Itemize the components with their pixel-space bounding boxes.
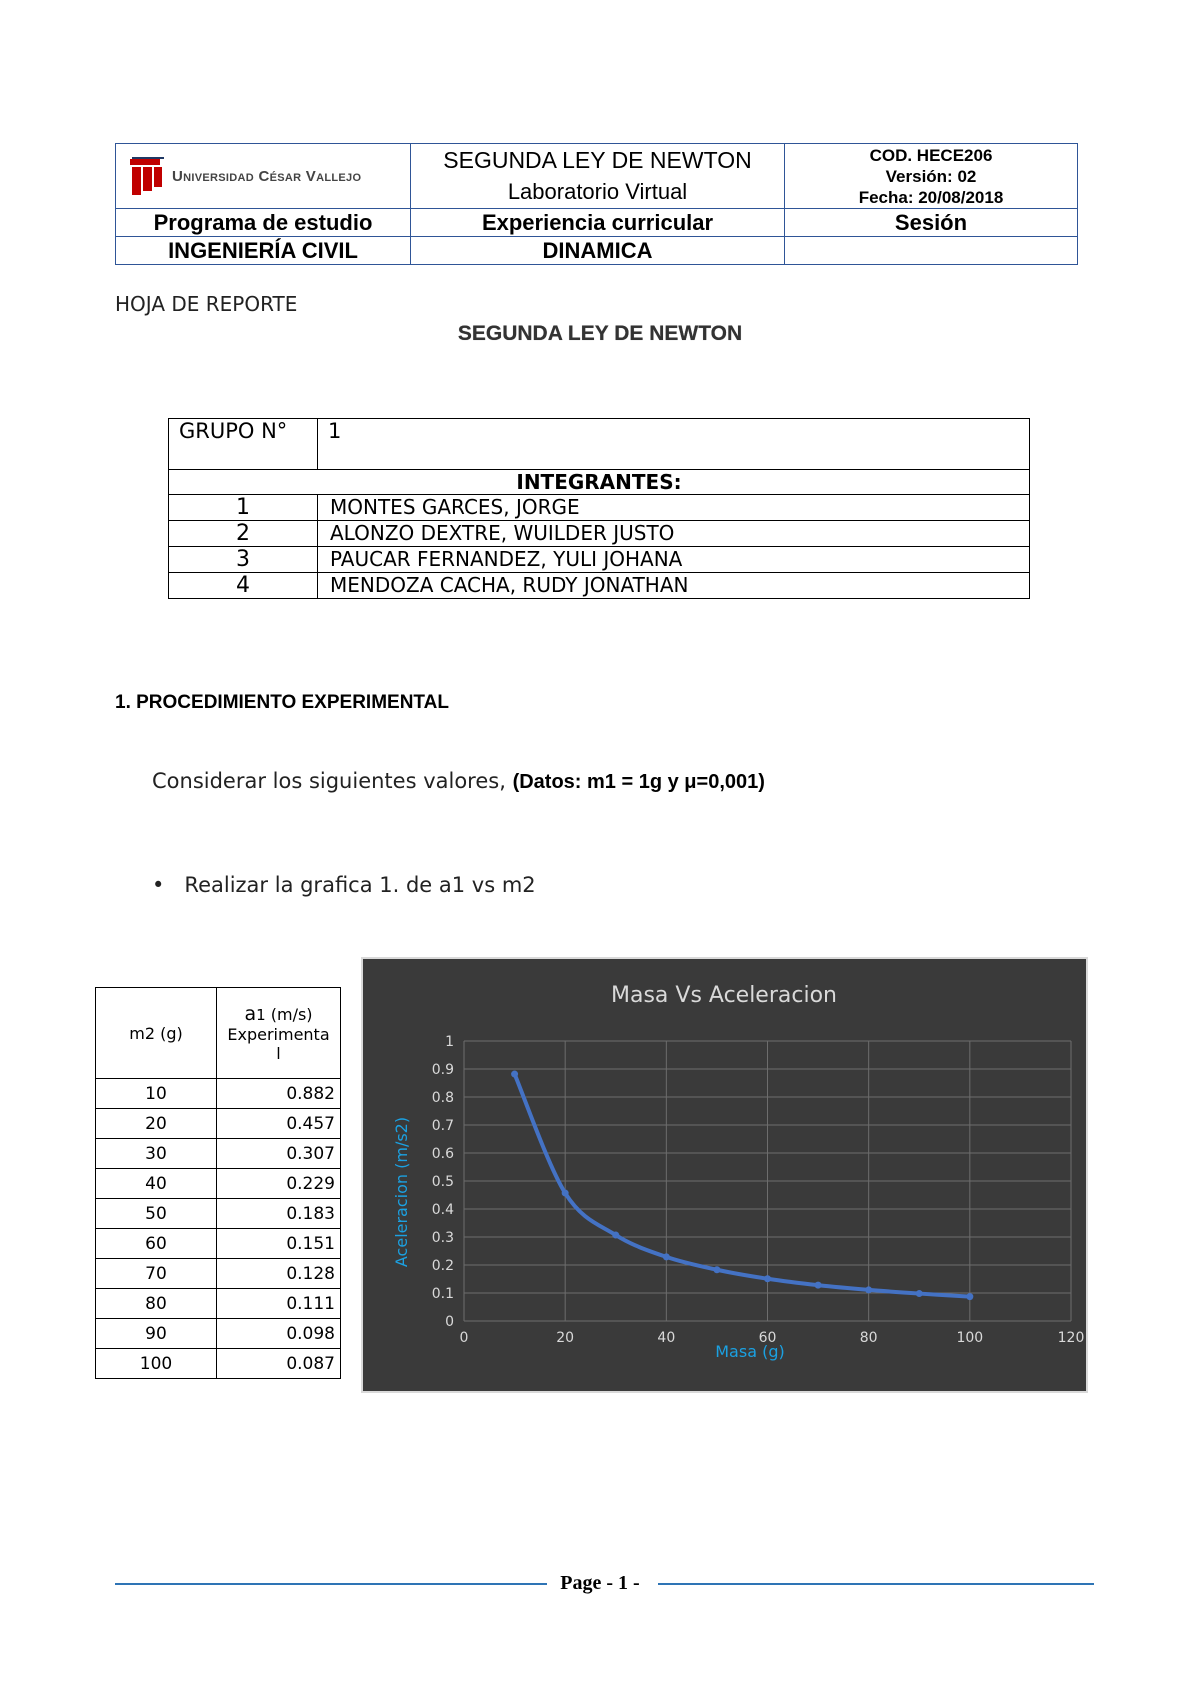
x-tick-label: 120 xyxy=(1057,1330,1085,1346)
course-label: Experiencia curricular xyxy=(411,209,785,237)
a1-unit: (m/s) xyxy=(265,1005,313,1024)
data-point xyxy=(865,1286,872,1293)
x-axis-label: Masa (g) xyxy=(715,1342,785,1361)
col-header-a1 xyxy=(217,988,341,1079)
cell-a1: 0.087 xyxy=(217,1349,341,1379)
x-tick-label: 0 xyxy=(459,1330,469,1346)
member-name: ALONZO DEXTRE, WUILDER JUSTO xyxy=(318,521,1030,547)
cell-m2: 80 xyxy=(96,1289,217,1319)
a1-symbol: a xyxy=(244,1003,257,1025)
member-row xyxy=(169,573,1030,599)
instructions-plain: Considerar los siguientes valores, xyxy=(152,769,513,793)
cell-a1: 0.098 xyxy=(217,1319,341,1349)
cell-m2: 50 xyxy=(96,1199,217,1229)
table-row xyxy=(96,1229,341,1259)
data-point xyxy=(713,1266,720,1273)
cell-a1: 0.307 xyxy=(217,1139,341,1169)
report-sheet-label: HOJA DE REPORTE xyxy=(115,292,298,316)
y-tick-label: 0.2 xyxy=(431,1258,454,1274)
program-label: Programa de estudio xyxy=(116,209,411,237)
section-title: 1. PROCEDIMIENTO EXPERIMENTAL xyxy=(115,692,449,713)
y-tick-label: 0.5 xyxy=(431,1174,454,1190)
chart-title: Masa Vs Aceleracion xyxy=(611,983,837,1008)
table-row xyxy=(96,1319,341,1349)
y-tick-label: 0 xyxy=(445,1314,454,1330)
series-line xyxy=(515,1074,970,1297)
member-number: 4 xyxy=(169,573,318,599)
cell-m2: 30 xyxy=(96,1139,217,1169)
cell-a1: 0.229 xyxy=(217,1169,341,1199)
doc-date: Fecha: 20/08/2018 xyxy=(858,187,1004,207)
data-point xyxy=(916,1290,923,1297)
y-tick-label: 0.7 xyxy=(431,1118,454,1134)
cell-m2: 60 xyxy=(96,1229,217,1259)
table-row xyxy=(96,1139,341,1169)
doc-code: COD. HECE206 xyxy=(869,145,993,165)
cell-a1: 0.128 xyxy=(217,1259,341,1289)
course-value: DINAMICA xyxy=(411,237,785,265)
data-point xyxy=(764,1275,771,1282)
title-cell xyxy=(411,144,785,209)
cell-m2: 20 xyxy=(96,1109,217,1139)
program-value: INGENIERÍA CIVIL xyxy=(116,237,411,265)
meta-cell xyxy=(785,144,1078,209)
members-heading: INTEGRANTES: xyxy=(169,470,1030,495)
cell-a1: 0.151 xyxy=(217,1229,341,1259)
member-name: MENDOZA CACHA, RUDY JONATHAN xyxy=(318,573,1030,599)
col-header-m2: m2 (g) xyxy=(96,988,217,1079)
y-tick-label: 1 xyxy=(445,1034,454,1050)
table-row xyxy=(96,1349,341,1379)
y-axis-label: Aceleracion (m/s2) xyxy=(392,1116,411,1268)
group-label: GRUPO N° xyxy=(169,419,318,470)
footer xyxy=(0,1572,1200,1595)
logo-cell xyxy=(116,144,411,209)
y-tick-label: 0.1 xyxy=(431,1286,454,1302)
table-row xyxy=(96,1169,341,1199)
page-number: Page - 1 - xyxy=(552,1572,647,1594)
member-row xyxy=(169,521,1030,547)
table-row xyxy=(96,1109,341,1139)
member-name: MONTES GARCES, JORGE xyxy=(318,495,1030,521)
logo-text: Universidad César Vallejo xyxy=(172,167,362,185)
group-table xyxy=(168,418,1030,599)
data-point xyxy=(815,1282,822,1289)
cell-a1: 0.111 xyxy=(217,1289,341,1319)
a1-header-line3: l xyxy=(276,1044,281,1063)
chart xyxy=(363,959,1086,1391)
cell-m2: 100 xyxy=(96,1349,217,1379)
group-number: 1 xyxy=(318,419,1030,470)
y-tick-label: 0.9 xyxy=(431,1062,454,1078)
cell-a1: 0.882 xyxy=(217,1079,341,1109)
instructions-data: (Datos: m1 = 1g y μ=0,001) xyxy=(512,771,765,793)
data-point xyxy=(663,1253,670,1260)
member-row xyxy=(169,547,1030,573)
session-label: Sesión xyxy=(785,209,1078,237)
session-value xyxy=(785,237,1078,265)
university-logo xyxy=(116,155,410,197)
bullet-icon: • xyxy=(152,873,165,897)
data-table xyxy=(95,987,341,1379)
y-tick-label: 0.4 xyxy=(431,1202,454,1218)
doc-version: Versión: 02 xyxy=(885,166,977,186)
header-table xyxy=(115,143,1078,265)
instructions-text xyxy=(152,769,765,794)
chart-container xyxy=(361,957,1088,1393)
header-title: SEGUNDA LEY DE NEWTON xyxy=(443,147,752,173)
x-tick-label: 60 xyxy=(758,1330,777,1346)
table-row xyxy=(96,1259,341,1289)
bullet-item xyxy=(152,873,536,897)
x-tick-label: 80 xyxy=(859,1330,878,1346)
data-point xyxy=(612,1232,619,1239)
member-number: 3 xyxy=(169,547,318,573)
data-point xyxy=(562,1190,569,1197)
data-point xyxy=(966,1293,973,1300)
member-number: 2 xyxy=(169,521,318,547)
member-number: 1 xyxy=(169,495,318,521)
y-tick-label: 0.8 xyxy=(431,1090,454,1106)
member-row xyxy=(169,495,1030,521)
cell-m2: 10 xyxy=(96,1079,217,1109)
data-point xyxy=(511,1071,518,1078)
y-tick-label: 0.3 xyxy=(431,1230,454,1246)
a1-header-line2: Experimenta xyxy=(227,1025,330,1044)
x-tick-label: 40 xyxy=(657,1330,676,1346)
cell-m2: 90 xyxy=(96,1319,217,1349)
y-tick-label: 0.6 xyxy=(431,1146,454,1162)
table-row xyxy=(96,1199,341,1229)
header-subtitle: Laboratorio Virtual xyxy=(507,179,688,204)
table-row xyxy=(96,1289,341,1319)
a1-subscript: 1 xyxy=(256,1006,266,1024)
cell-a1: 0.457 xyxy=(217,1109,341,1139)
university-shield-icon xyxy=(128,155,166,197)
x-tick-label: 100 xyxy=(956,1330,984,1346)
cell-a1: 0.183 xyxy=(217,1199,341,1229)
page-title: SEGUNDA LEY DE NEWTON xyxy=(457,322,743,345)
cell-m2: 40 xyxy=(96,1169,217,1199)
bullet-text: Realizar la grafica 1. de a1 vs m2 xyxy=(184,873,536,897)
member-name: PAUCAR FERNANDEZ, YULI JOHANA xyxy=(318,547,1030,573)
table-row xyxy=(96,1079,341,1109)
cell-m2: 70 xyxy=(96,1259,217,1289)
x-tick-label: 20 xyxy=(556,1330,575,1346)
